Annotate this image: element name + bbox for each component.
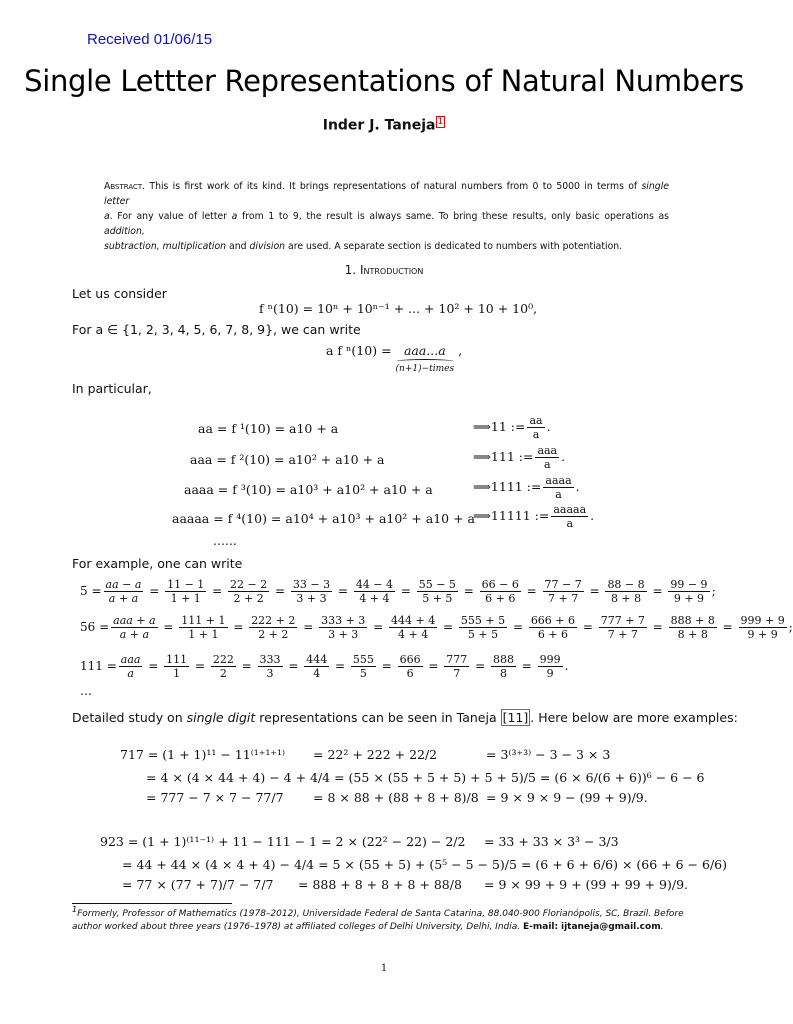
equation-afn bbox=[326, 343, 462, 374]
example-fraction bbox=[739, 614, 787, 641]
fraction-numerator: 33 − 3 bbox=[292, 578, 331, 591]
received-date: Received 01/06/15 bbox=[87, 31, 213, 48]
eq717-line1-a: 717 = (1 + 1)¹¹ − 11⁽¹⁺¹⁺¹⁾ bbox=[120, 747, 286, 762]
example-fraction bbox=[304, 653, 329, 680]
fraction-denominator: 8 + 8 bbox=[610, 592, 642, 605]
example-fraction bbox=[179, 614, 227, 641]
example-lhs: 111 = bbox=[80, 659, 117, 673]
example-fraction bbox=[164, 653, 189, 680]
fraction-numerator: 666 bbox=[399, 653, 421, 666]
fraction-denominator: 3 bbox=[266, 667, 274, 680]
fraction-numerator: 99 − 9 bbox=[670, 578, 708, 591]
equation-p3-rhs-text: ⟹1111 := bbox=[473, 479, 542, 494]
fraction-denominator: 4 + 4 bbox=[398, 628, 429, 641]
example-fraction bbox=[111, 614, 157, 641]
example-fraction bbox=[599, 614, 647, 641]
equation-afn-under: (n+1)−times bbox=[395, 364, 455, 374]
example-fraction bbox=[668, 578, 709, 605]
example-fraction bbox=[398, 653, 423, 680]
equals-sign: = bbox=[718, 620, 737, 634]
fraction-numerator: 888 bbox=[492, 653, 514, 666]
abstract-em-division: division bbox=[249, 241, 286, 252]
eq717-line1-b: = 22² + 222 + 22/2 bbox=[313, 747, 438, 762]
abstract-text-3: from 1 to 9, the result is always same. To bring these results, only basic operations as bbox=[237, 211, 669, 222]
fraction-denominator: 1 + 1 bbox=[188, 628, 219, 641]
equals-sign: = bbox=[377, 659, 396, 673]
footnote-end: . bbox=[660, 922, 664, 932]
example-fraction bbox=[444, 653, 469, 680]
equation-p3-lhs: aaaa = f ³(10) = a10³ + a10² + a10 + a bbox=[184, 482, 433, 497]
equals-sign: = bbox=[144, 659, 163, 673]
detailed-study bbox=[72, 710, 738, 725]
abstract-em-addition: addition, bbox=[104, 226, 145, 237]
example-fraction bbox=[543, 578, 584, 605]
equals-sign: = bbox=[299, 620, 318, 634]
fraction-numerator: 999 bbox=[539, 653, 561, 666]
equation-afn-end: , bbox=[454, 343, 463, 358]
equation-p3-num: aaaa bbox=[545, 474, 572, 487]
detailed-b: representations can be seen in Taneja bbox=[255, 710, 501, 725]
intro-particular: In particular, bbox=[72, 381, 152, 396]
example-fraction bbox=[480, 578, 521, 605]
intro-consider: Let us consider bbox=[72, 286, 167, 301]
equation-p1-den: a bbox=[532, 428, 540, 441]
fraction-denominator: 3 + 3 bbox=[296, 592, 327, 605]
example-end: ; bbox=[788, 620, 793, 634]
example-fraction bbox=[258, 653, 283, 680]
equals-sign: = bbox=[509, 620, 527, 634]
example-end: . bbox=[564, 659, 569, 673]
fraction-numerator: aaa bbox=[120, 653, 141, 666]
fraction-numerator: 666 + 6 bbox=[530, 614, 576, 627]
eq923-line3-a: = 77 × (77 + 7)/7 − 7/7 bbox=[122, 877, 274, 892]
eq923-line1-a: 923 = (1 + 1)⁽¹¹⁻¹⁾ + 11 − 111 − 1 = 2 × (22² − 22) − 2/2 bbox=[100, 834, 466, 849]
example-fraction bbox=[319, 614, 367, 641]
fraction-numerator: 333 + 3 bbox=[321, 614, 366, 627]
equation-p4-rhs: ⟹11111 := $\frac{\text{aaaaa}}{a}$ . bbox=[473, 503, 595, 530]
author-name: Inder J. Taneja bbox=[322, 117, 436, 134]
fraction-numerator: aa − a bbox=[105, 578, 142, 591]
example-fraction bbox=[459, 614, 507, 641]
author bbox=[0, 117, 768, 134]
equals-sign: = bbox=[459, 584, 478, 598]
fraction-numerator: 66 − 6 bbox=[481, 578, 519, 591]
fraction-denominator: 9 bbox=[546, 667, 554, 680]
example-fraction bbox=[104, 578, 144, 605]
equation-afn-lhs: a f ⁿ(10) = bbox=[326, 343, 396, 358]
equals-sign: = bbox=[331, 659, 349, 673]
equation-p1-rhs-text: ⟹11 := bbox=[473, 419, 526, 434]
dots-line: ...... bbox=[213, 533, 237, 548]
fraction-numerator: 999 + 9 bbox=[740, 614, 785, 627]
fraction-denominator: 5 + 5 bbox=[422, 592, 453, 605]
equals-sign: = bbox=[517, 659, 536, 673]
fraction-denominator: 6 + 6 bbox=[485, 592, 516, 605]
example-fraction bbox=[228, 578, 269, 605]
fraction-numerator: 222 bbox=[212, 653, 234, 666]
equals-sign: = bbox=[191, 659, 209, 673]
footnote-rule bbox=[72, 903, 232, 904]
reference-link-11[interactable]: [11] bbox=[502, 710, 529, 725]
fraction-denominator: a + a bbox=[108, 592, 139, 605]
example-fraction bbox=[417, 578, 458, 605]
abstract-em-subtraction: subtraction, multiplication bbox=[104, 241, 227, 252]
fraction-numerator: 77 − 7 bbox=[544, 578, 582, 591]
detailed-c: . Here below are more examples: bbox=[530, 710, 738, 725]
equation-p2-rhs: ⟹111 := $\frac{\text{aaa}}{a}$ . bbox=[473, 444, 566, 471]
example-fraction bbox=[165, 578, 206, 605]
fraction-denominator: 5 bbox=[359, 667, 367, 680]
equals-sign: = bbox=[159, 620, 178, 634]
equation-p2-rhs-text: ⟹111 := bbox=[473, 449, 534, 464]
example-fraction bbox=[538, 653, 563, 680]
fraction-numerator: aaa + a bbox=[113, 614, 156, 627]
example-row-111 bbox=[80, 653, 568, 680]
fraction-numerator: 88 − 8 bbox=[607, 578, 645, 591]
fraction-denominator: 7 + 7 bbox=[548, 592, 579, 605]
fraction-numerator: 888 + 8 bbox=[670, 614, 715, 627]
abstract-text-5: are used. A separate section is dedicated to numbers with potentiation. bbox=[285, 241, 623, 252]
fraction-denominator: 9 + 9 bbox=[747, 628, 778, 641]
fraction-denominator: 7 bbox=[453, 667, 461, 680]
fraction-denominator: 1 bbox=[173, 667, 181, 680]
equals-sign: = bbox=[648, 620, 667, 634]
example-row-5 bbox=[80, 578, 716, 605]
footnote bbox=[72, 905, 702, 934]
footnote-mark: 1 bbox=[72, 905, 78, 914]
example-lhs: 56 = bbox=[80, 620, 110, 634]
equation-p4-num: aaaaa bbox=[553, 503, 587, 516]
fraction-numerator: 222 + 2 bbox=[251, 614, 296, 627]
abstract-em-a2: a bbox=[231, 211, 238, 222]
eq717-line2: = 4 × (4 × 44 + 4) − 4 + 4/4 = (55 × (55 + 5 + 5) + 5 + 5)/5 = (6 × 6/(6 + 6))⁶ − 6 − 6 bbox=[146, 770, 705, 785]
eq923-line3-c: = 9 × 99 + 9 + (99 + 99 + 9)/9. bbox=[484, 877, 689, 892]
fraction-numerator: 777 + 7 bbox=[600, 614, 645, 627]
example-fraction bbox=[529, 614, 577, 641]
fraction-numerator: 111 + 1 bbox=[181, 614, 226, 627]
equals-sign: = bbox=[271, 584, 289, 598]
abstract-em-a1: a bbox=[104, 211, 110, 222]
fraction-numerator: 44 − 4 bbox=[355, 578, 394, 591]
fraction-denominator: 9 + 9 bbox=[673, 592, 705, 605]
equation-p1-num: aa bbox=[529, 414, 543, 427]
eq717-line3-b: = 8 × 88 + (88 + 8 + 8)/8 bbox=[313, 790, 479, 805]
eq717-line3-c: = 9 × 9 × 9 − (99 + 9)/9. bbox=[486, 790, 648, 805]
fraction-numerator: 444 + 4 bbox=[391, 614, 436, 627]
intro-write: For a ∈ {1, 2, 3, 4, 5, 6, 7, 8, 9}, we can write bbox=[72, 322, 361, 337]
equation-fn: f ⁿ(10) = 10ⁿ + 10ⁿ⁻¹ + ... + 10² + 10 + 10⁰, bbox=[259, 301, 538, 316]
fraction-denominator: 5 + 5 bbox=[467, 628, 499, 641]
fraction-denominator: 7 + 7 bbox=[607, 628, 638, 641]
fraction-denominator: 6 bbox=[406, 667, 414, 680]
fraction-numerator: 777 bbox=[446, 653, 468, 666]
fraction-numerator: 555 + 5 bbox=[460, 614, 506, 627]
abstract-text-2: . For any value of letter bbox=[109, 211, 232, 222]
equation-p4-lhs: aaaaa = f ⁴(10) = a10⁴ + a10³ + a10² + a10 + a bbox=[172, 511, 475, 526]
equation-p3-den: a bbox=[555, 488, 562, 501]
equals-sign: = bbox=[585, 584, 604, 598]
fraction-numerator: 555 bbox=[352, 653, 374, 666]
example-fraction bbox=[291, 578, 332, 605]
equals-sign: = bbox=[208, 584, 226, 598]
section-heading bbox=[0, 263, 768, 277]
footnote-email-label: E-mail: bbox=[523, 922, 559, 932]
fraction-denominator: 8 bbox=[499, 667, 507, 680]
fraction-denominator: a bbox=[127, 667, 134, 680]
equation-p4-den: a bbox=[566, 517, 574, 530]
equation-p4-rhs-text: ⟹11111 := bbox=[473, 508, 550, 523]
example-fraction bbox=[491, 653, 516, 680]
eq923-line3-b: = 888 + 8 + 8 + 8 + 88/8 bbox=[298, 877, 462, 892]
eq923-line1-b: = 33 + 33 × 3³ − 3/3 bbox=[484, 834, 619, 849]
fraction-denominator: 2 bbox=[219, 667, 227, 680]
example-row-56 bbox=[80, 614, 793, 641]
fraction-numerator: 55 − 5 bbox=[418, 578, 456, 591]
section-title: Introduction bbox=[359, 263, 424, 277]
abstract-text-4: and bbox=[226, 241, 250, 252]
example-fraction bbox=[211, 653, 236, 680]
footnote-email[interactable]: ijtaneja@gmail.com bbox=[560, 922, 661, 932]
fraction-numerator: 111 bbox=[166, 653, 188, 666]
fraction-denominator: 1 + 1 bbox=[170, 592, 201, 605]
example-end: ; bbox=[711, 584, 716, 598]
eq923-line2: = 44 + 44 × (4 × 4 + 4) − 4/4 = 5 × (55 + 5) + (5⁵ − 5 − 5)/5 = (6 + 6 + 6/6) × (66 + 6 − 6/6) bbox=[122, 857, 727, 872]
example-lhs: 5 = bbox=[80, 584, 102, 598]
fraction-numerator: 333 bbox=[259, 653, 281, 666]
example-fraction bbox=[351, 653, 376, 680]
fraction-denominator: 4 bbox=[313, 667, 321, 680]
detailed-a: Detailed study on bbox=[72, 710, 187, 725]
fraction-denominator: 2 + 2 bbox=[258, 628, 289, 641]
example-fraction bbox=[354, 578, 395, 605]
fraction-denominator: a + a bbox=[119, 628, 150, 641]
equation-p2-lhs: aaa = f ²(10) = a10² + a10 + a bbox=[190, 452, 385, 467]
eq717-line3-a: = 777 − 7 × 7 − 77/7 bbox=[146, 790, 284, 805]
intro-example: For example, one can write bbox=[72, 556, 243, 571]
equation-p3-rhs: ⟹1111 := $\frac{\text{aaaa}}{a}$ . bbox=[473, 474, 580, 501]
example-fraction bbox=[669, 614, 717, 641]
equation-p1-rhs: ⟹11 := $\frac{aa}{a}$ . bbox=[473, 414, 551, 441]
abstract-text-1: This is first work of its kind. It brings representations of natural numbers from 0 to 5000 in terms of bbox=[145, 181, 642, 192]
equals-sign: = bbox=[522, 584, 541, 598]
author-footnote-link[interactable]: 1 bbox=[437, 117, 444, 127]
eq717-line1-c: = 3⁽³⁺³⁾ − 3 − 3 × 3 bbox=[486, 747, 611, 762]
fraction-numerator: 444 bbox=[306, 653, 328, 666]
example-fraction bbox=[119, 653, 143, 680]
equals-sign: = bbox=[145, 584, 164, 598]
equals-sign: = bbox=[334, 584, 352, 598]
equals-sign: = bbox=[471, 659, 489, 673]
fraction-denominator: 3 + 3 bbox=[328, 628, 359, 641]
abstract-label: Abstract. bbox=[104, 181, 146, 192]
equals-sign: = bbox=[439, 620, 457, 634]
section-number: 1. bbox=[344, 263, 357, 277]
equals-sign: = bbox=[237, 659, 256, 673]
detailed-i: single digit bbox=[186, 710, 256, 725]
fraction-denominator: 6 + 6 bbox=[537, 628, 569, 641]
footnote-text: Formerly, Professor of Mathematics (1978–2012), Universidade Federal de Santa Catarina, 88.040-900 Florianópolis, SC, Brazil. Before author worked about three years (1976–1978) at affiliated colleges of Delhi University, Delhi, India. bbox=[72, 909, 684, 932]
fraction-denominator: 4 + 4 bbox=[359, 592, 390, 605]
equation-afn-rhs: aaa...a bbox=[403, 343, 446, 358]
fraction-denominator: 2 + 2 bbox=[233, 592, 264, 605]
example-dots: ... bbox=[80, 683, 92, 698]
fraction-numerator: 11 − 1 bbox=[167, 578, 205, 591]
page-number: 1 bbox=[380, 963, 388, 974]
equation-p2-num: aaa bbox=[537, 444, 558, 457]
abstract-em-single-letter: single letter bbox=[104, 181, 669, 207]
fraction-denominator: 8 + 8 bbox=[677, 628, 708, 641]
equation-p2-den: a bbox=[544, 458, 551, 471]
equals-sign: = bbox=[424, 659, 443, 673]
example-fraction bbox=[249, 614, 297, 641]
example-fraction bbox=[389, 614, 437, 641]
example-fraction bbox=[605, 578, 646, 605]
equals-sign: = bbox=[397, 584, 415, 598]
abstract bbox=[104, 179, 669, 254]
equals-sign: = bbox=[229, 620, 248, 634]
paper-title: Single Lettter Representations of Natural Numbers bbox=[24, 64, 744, 98]
equals-sign: = bbox=[579, 620, 597, 634]
equation-p1-lhs: aa = f ¹(10) = a10 + a bbox=[198, 421, 339, 436]
fraction-numerator: 22 − 2 bbox=[230, 578, 268, 591]
equals-sign: = bbox=[369, 620, 387, 634]
equals-sign: = bbox=[284, 659, 303, 673]
equals-sign: = bbox=[648, 584, 667, 598]
